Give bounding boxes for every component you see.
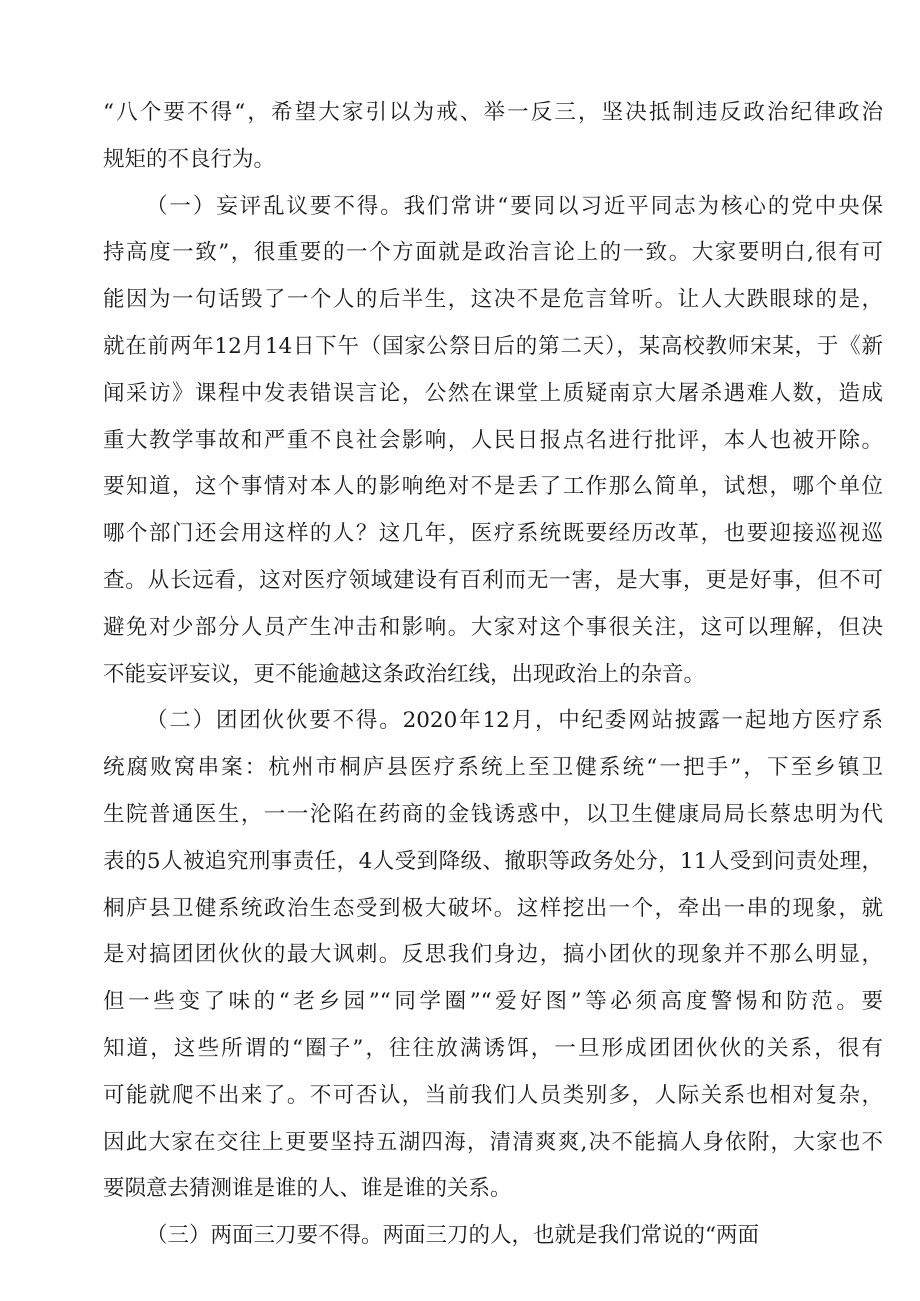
text-line: “八个要不得“，希望大家引以为戒、举一反三，坚决抵制违反政治纪律政治 <box>103 100 883 125</box>
text-line: （一）妄评乱议要不得。我们常讲“要同以习近平同志为核心的党中央保 <box>146 193 883 219</box>
document-body <box>103 96 883 1266</box>
text-line: 因此大家在交往上更要坚持五湖四海，清清爽爽,决不能搞人身依附，大家也不 <box>103 1129 883 1155</box>
text-line: 持高度一致”，很重要的一个方面就是政治言论上的一致。大家要明白,很有可 <box>103 240 883 266</box>
text-line: 要陨意去猜测谁是谁的人、谁是谁的关系。 <box>103 1176 512 1202</box>
text-line: 统腐败窝串案：杭州市桐庐县医疗系统上至卫健系统“一把手”，下至乡镇卫 <box>103 755 883 781</box>
text-line: 生院普通医生，一一沦陷在药商的金钱诱惑中，以卫生健康局局长蔡忠明为代 <box>103 801 883 827</box>
text-line: 但一些变了味的“老乡园”“同学圈”“爱好图”等必须高度警惕和防范。要 <box>103 989 883 1015</box>
section-3-paragraph <box>103 1219 883 1266</box>
text-line: 重大教学事故和严重不良社会影响，人民日报点名进行批评，本人也被开除。 <box>103 427 883 453</box>
text-line: 能因为一句话毁了一个人的后半生，这决不是危言耸听。让人大跌眼球的是， <box>103 287 883 313</box>
text-line: 哪个部门还会用这样的人？这几年，医疗系统既要经历改革，也要迎接巡视巡 <box>103 521 883 547</box>
section-1-paragraph <box>103 190 883 705</box>
section-2-paragraph <box>103 704 883 1219</box>
text-line: 知道，这些所谓的“圈子”，往往放满诱饵，一旦形成团团伙伙的关系，很有 <box>103 1035 883 1061</box>
text-line: 就在前两年12月14日下午（国家公祭日后的第二天），某高校教师宋某，于《新 <box>103 333 883 359</box>
text-line: 是对搞团团伙伙的最大讽刺。反思我们身边，搞小团伙的现象并不那么明显， <box>103 942 883 968</box>
text-line: 查。从长远看，这对医疗领域建设有百利而无一害，是大事，更是好事，但不可 <box>103 567 883 593</box>
text-line: 不能妄评妄议，更不能逾越这条政治红线，出现政治上的杂音。 <box>103 661 706 687</box>
intro-paragraph <box>103 96 883 190</box>
text-line: （二）团团伙伙要不得。2020年12月，中纪委网站披露一起地方医疗系 <box>146 708 883 734</box>
text-line: 表的5人被追究刑事责任，4人受到降级、撤职等政务处分，11人受到问责处理， <box>103 848 883 874</box>
text-line: 规矩的不良行为。 <box>103 146 276 172</box>
text-line: 可能就爬不出来了。不可否认，当前我们人员类别多，人际关系也相对复杂， <box>103 1082 883 1108</box>
text-line: 要知道，这个事情对本人的影响绝对不是丢了工作那么简单，试想，哪个单位 <box>103 474 883 500</box>
text-line: 避免对少部分人员产生冲击和影响。大家对这个事很关注，这可以理解，但决 <box>103 614 883 640</box>
text-line: （三）两面三刀要不得。两面三刀的人，也就是我们常说的“两面 <box>146 1223 759 1249</box>
text-line: 桐庐县卫健系统政治生态受到极大破坏。这样挖出一个，牵出一串的现象，就 <box>103 895 883 921</box>
text-line: 闻采访》课程中发表错误言论，公然在课堂上质疑南京大屠杀遇难人数，造成 <box>103 380 883 406</box>
